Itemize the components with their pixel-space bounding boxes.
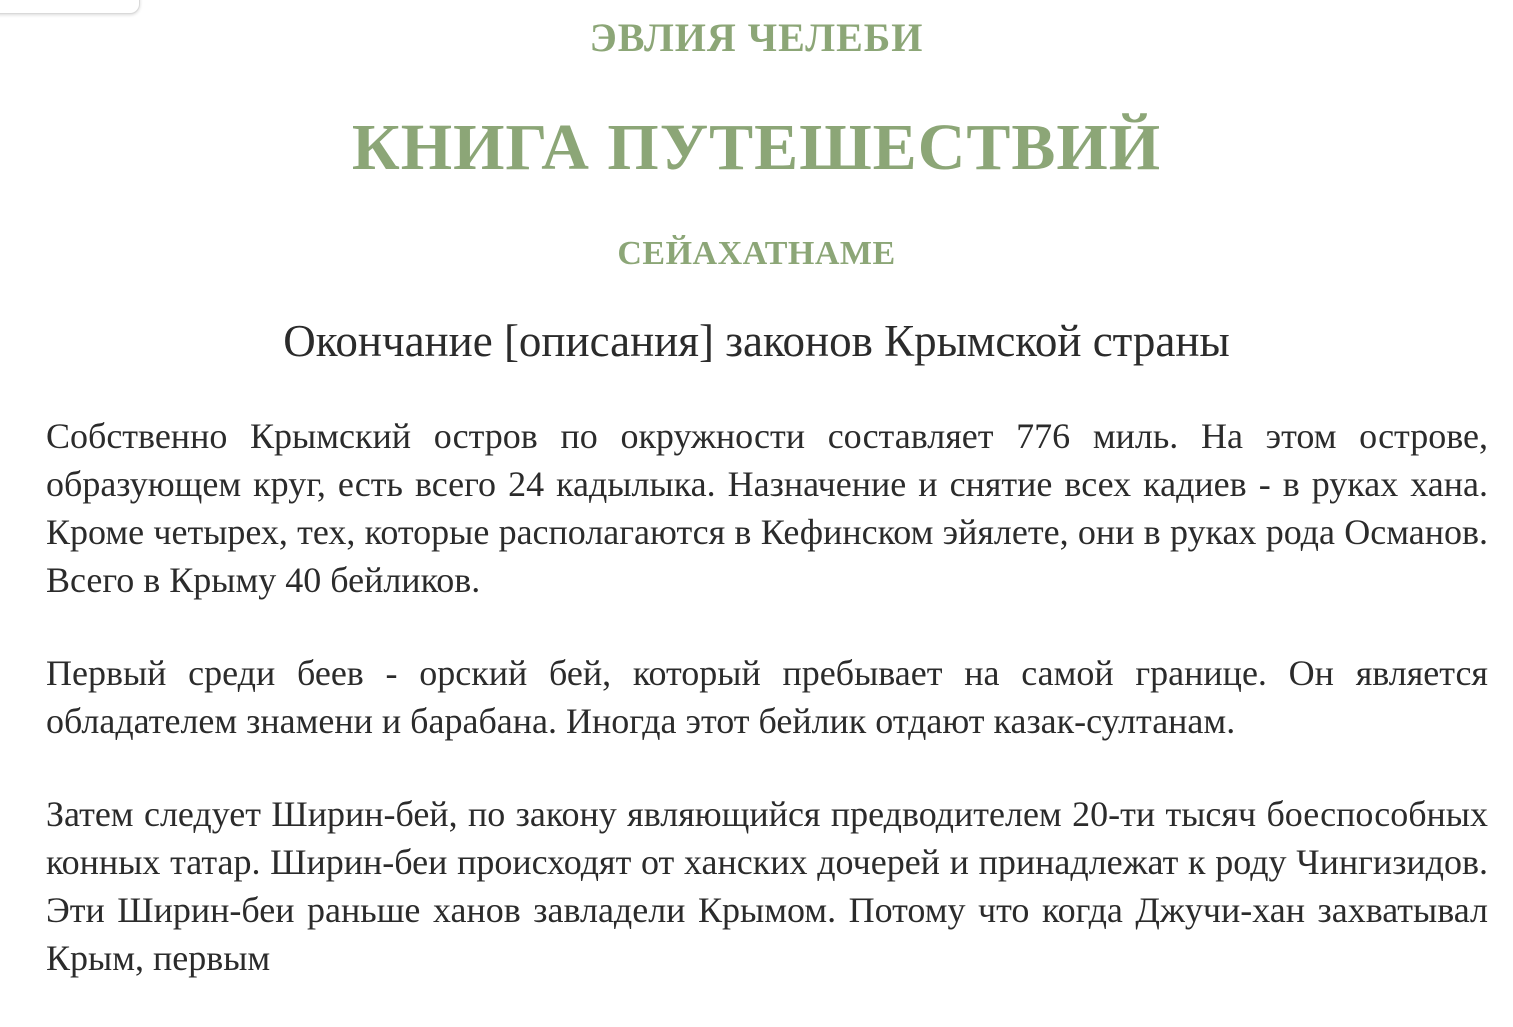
paragraph: Первый среди беев - орский бей, который пребывает на самой границе. Он является обладателем знамени и барабана. Иногда этот бейлик отдают казак-султанам. (46, 653, 1488, 741)
text-content (46, 412, 1488, 1027)
author-name: ЭВЛИЯ ЧЕЛЕБИ (589, 15, 924, 60)
paragraph: Собственно Крымский остров по окружности составляет 776 миль. На этом острове, образующем круг, есть всего 24 кадылыка. Назначение и снятие всех кадиев - в руках хана. Кроме четырех, тех, которые располагаются в Кефинском эйялете, они в руках рода Османов. Всего в Крыму 40 бейликов. (46, 416, 1488, 600)
book-subtitle: СЕЙАХАТНАМЕ (617, 235, 896, 272)
chapter-title: Окончание [описания] законов Крымской страны (283, 316, 1230, 366)
paragraph: Затем следует Ширин-бей, по закону являющийся предводителем 20-ти тысяч боеспособных конных татар. Ширин-беи происходят от ханских дочерей и принадлежат к роду Чингизидов. Эти Ширин-беи раньше ханов завладели Крымом. Потому что когда Джучи-хан захватывал Крым, первым (46, 794, 1488, 978)
corner-tab[interactable] (0, 0, 140, 14)
book-title: КНИГА ПУТЕШЕСТВИЙ (351, 111, 1162, 184)
